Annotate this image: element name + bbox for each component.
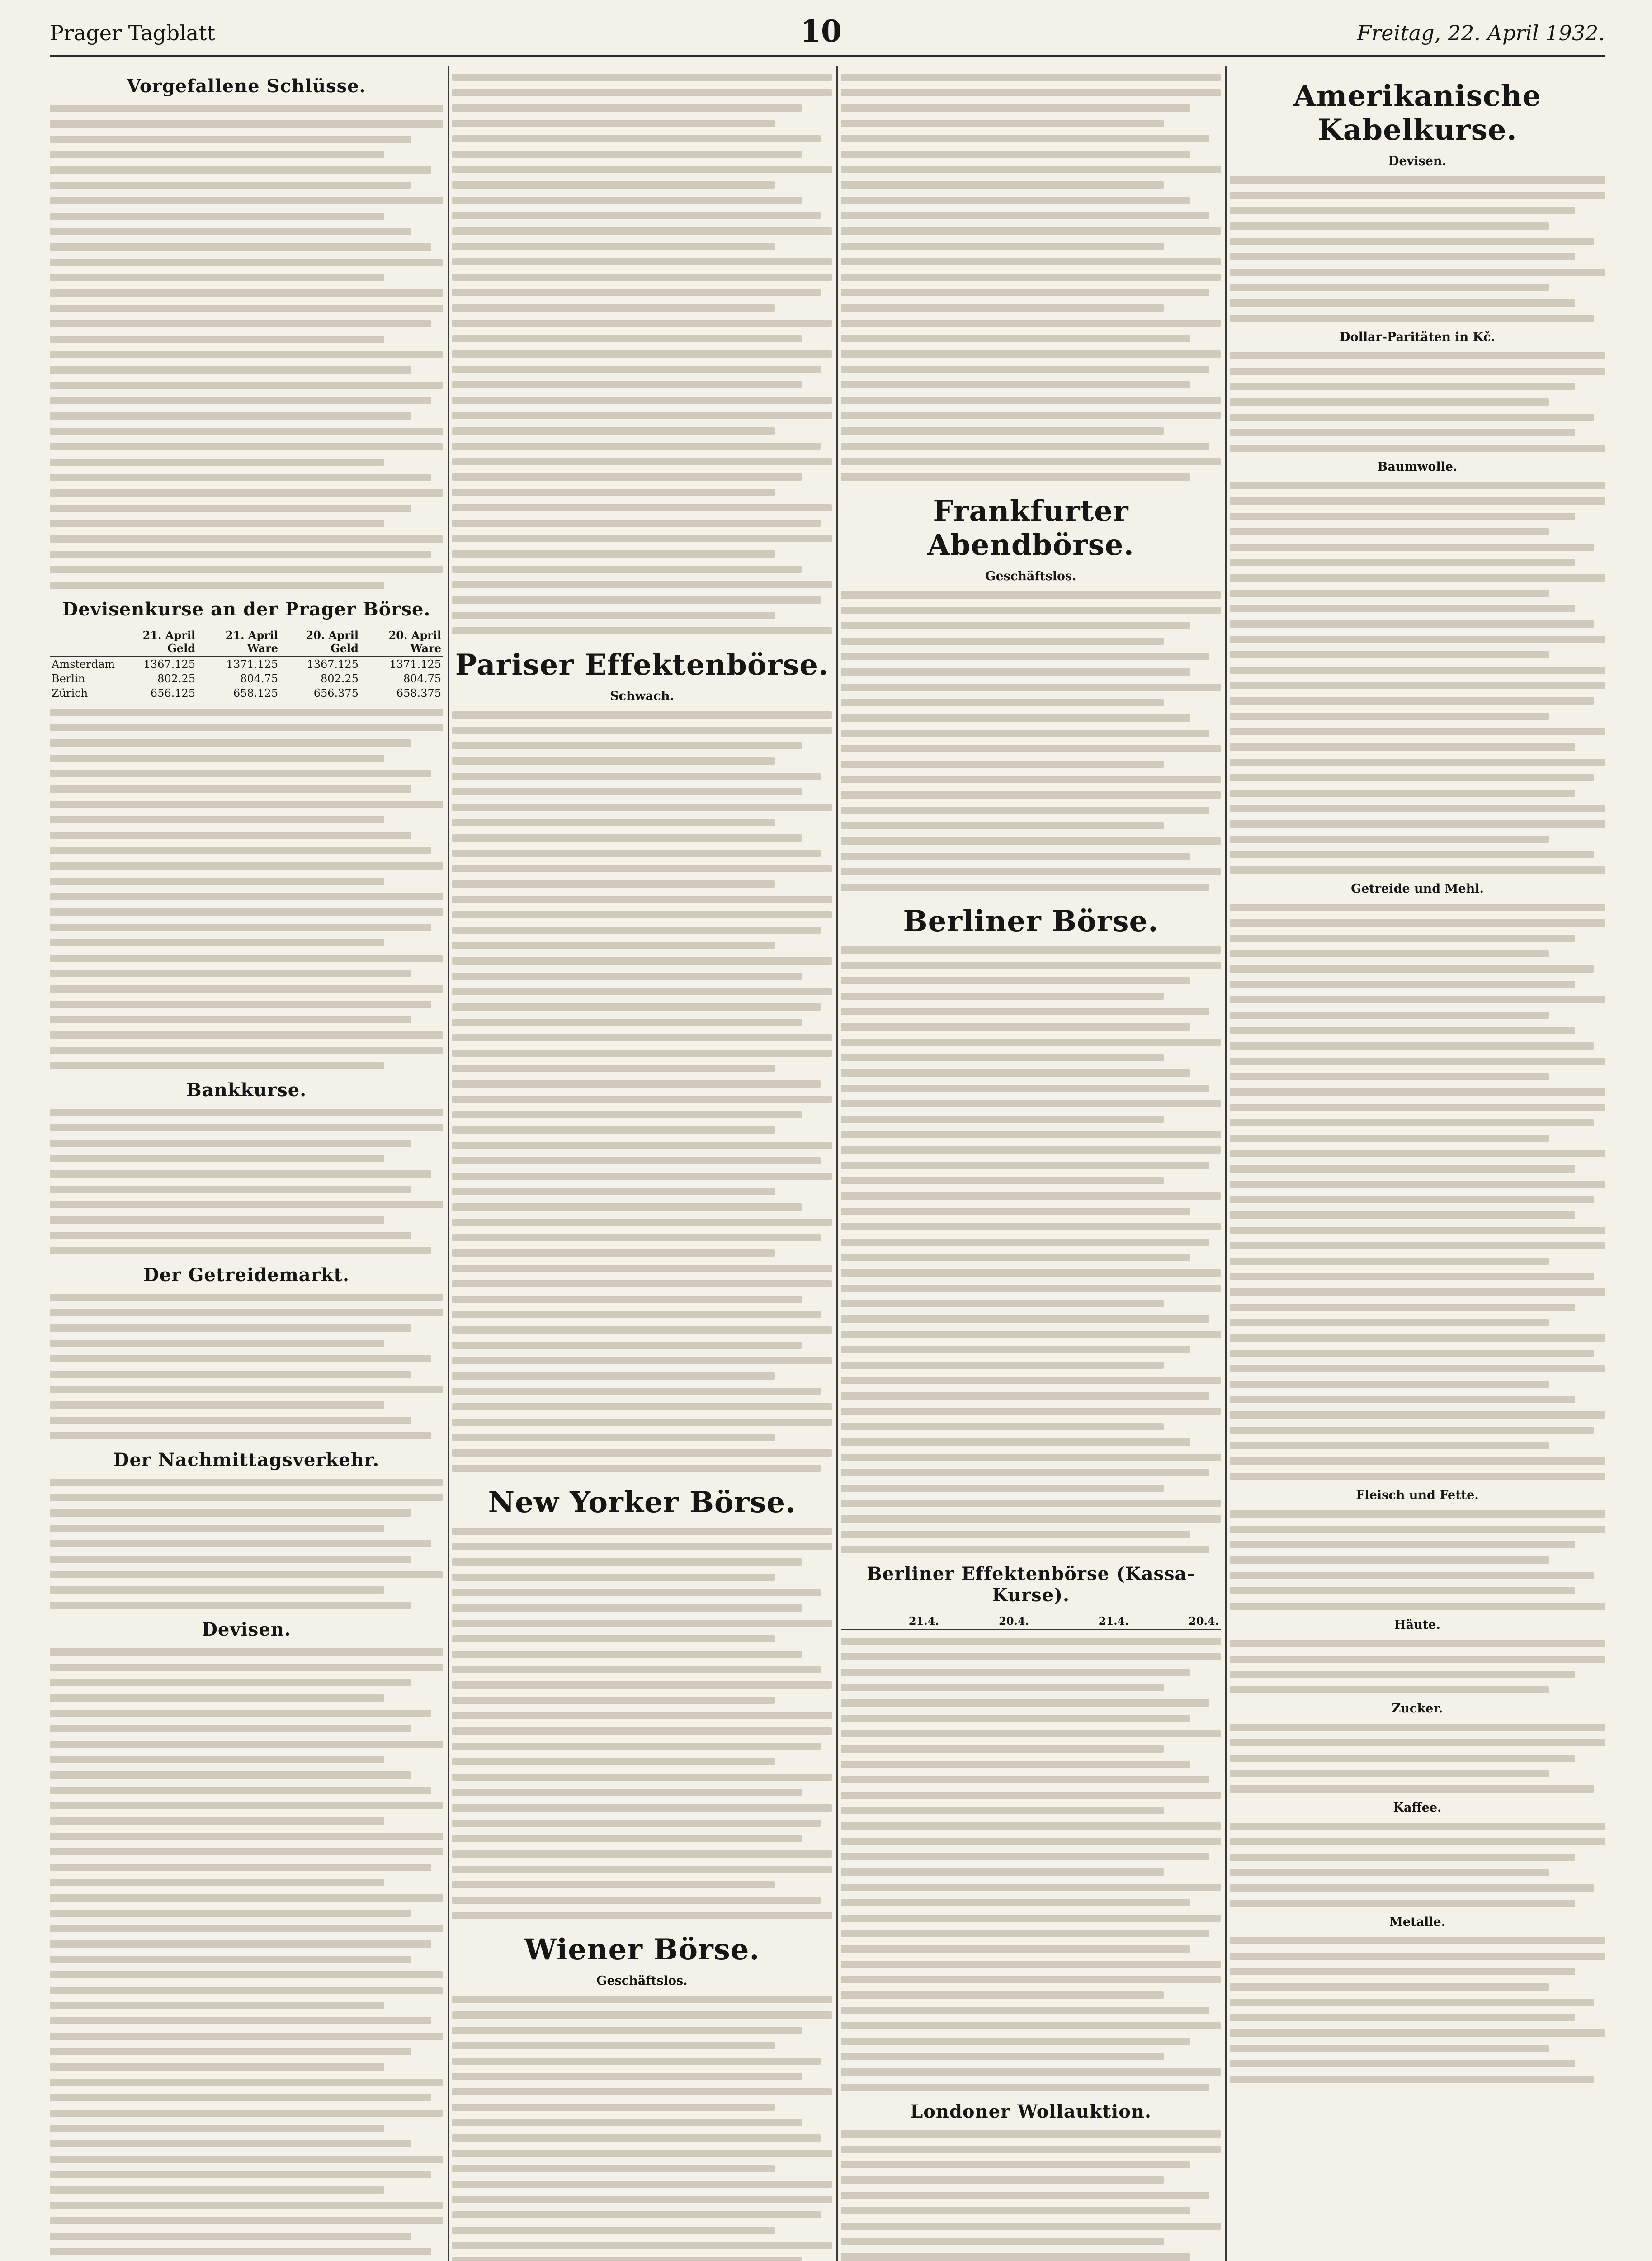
column-divider: [1225, 66, 1227, 2261]
section-subheading: Zucker.: [1392, 1702, 1443, 1716]
table-cell: 802.25: [320, 672, 359, 685]
section-heading-schluesse: Vorgefallene Schlüsse.: [127, 76, 366, 97]
table-header-cell: 20.4.: [1131, 1613, 1221, 1629]
section-subheading: Geschäftslos.: [596, 1974, 688, 1988]
illegible-text-block: [452, 1996, 832, 2261]
section-subheading: Dollar-Paritäten in Kč.: [1340, 330, 1495, 344]
illegible-text-block: [452, 711, 832, 1472]
kasse-table: [841, 1613, 1221, 1630]
table-cell: 1367.125: [307, 658, 359, 671]
illegible-text-block: [1230, 176, 1605, 322]
section-subheading: Häute.: [1394, 1618, 1440, 1632]
illegible-text-block: [50, 105, 443, 589]
illegible-text-block: [1230, 1724, 1605, 1793]
section-heading-bankkurse: Bankkurse.: [186, 1079, 307, 1101]
masthead-date: Freitag, 22. April 1932.: [1357, 21, 1605, 45]
masthead-rule: [50, 55, 1605, 57]
table-cell: Berlin: [52, 672, 85, 685]
section-heading-devisen: Devisen.: [202, 1619, 291, 1640]
column-divider: [448, 66, 449, 2261]
section-heading-berlin-kasse: Berliner Effektenbörse (Kassa-Kurse).: [866, 1563, 1195, 1606]
illegible-text-block: [1230, 904, 1605, 1480]
section-subheading: Schwach.: [610, 689, 674, 703]
table-cell: 1371.125: [389, 658, 441, 671]
section-heading-devisen-prag: Devisenkurse an der Prager Börse.: [62, 599, 431, 620]
section-heading-paris: Pariser Effektenbörse.: [455, 648, 829, 682]
table-cell: 804.75: [240, 672, 278, 685]
table-cell: 1367.125: [143, 658, 196, 671]
table-cell: 804.75: [403, 672, 441, 685]
section-heading-wien: Wiener Börse.: [524, 1933, 760, 1967]
column-4: [1230, 66, 1605, 2261]
illegible-text-block: [1230, 1823, 1605, 1907]
column-2: [452, 66, 832, 2261]
section-heading-frankfurt: Frankfurter Abendbörse.: [927, 494, 1134, 562]
table-cell: 656.375: [313, 687, 359, 700]
section-heading-kabelkurse: Amerikanische Kabelkurse.: [1293, 79, 1542, 147]
section-subheading: Getreide und Mehl.: [1351, 882, 1484, 896]
table-cell: 802.25: [157, 672, 196, 685]
table-header-cell: [841, 1613, 850, 1629]
table-header-cell: 20.4.: [941, 1613, 1031, 1629]
illegible-text-block: [1230, 482, 1605, 874]
section-heading-berlin: Berliner Börse.: [903, 904, 1159, 938]
illegible-text-block: [1230, 352, 1605, 452]
column-1: [50, 66, 443, 2261]
table-header-cell: 21.4.: [1040, 1613, 1130, 1629]
section-subheading: Geschäftslos.: [985, 569, 1076, 583]
illegible-table-block: [841, 1638, 1221, 2091]
section-subheading: Metalle.: [1389, 1915, 1446, 1929]
illegible-text-block: [841, 74, 1221, 481]
table-cell: 1371.125: [226, 658, 278, 671]
table-header-cell: 20. April Geld: [280, 627, 360, 657]
table-header-cell: 20. April Ware: [360, 627, 443, 657]
table-header-cell: 21. April Geld: [117, 627, 197, 657]
table-cell: Zürich: [52, 687, 88, 700]
section-subheading: Baumwolle.: [1377, 460, 1458, 474]
illegible-text-block: [1230, 1640, 1605, 1693]
column-3: [841, 66, 1221, 2261]
table-header-cell: 21.4.: [850, 1613, 940, 1629]
illegible-text-block: [1230, 1937, 1605, 2083]
section-heading-london: Londoner Wollauktion.: [910, 2101, 1152, 2122]
devisen-table-header: [50, 627, 443, 657]
table-cell: 658.375: [396, 687, 441, 700]
table-header-cell: [50, 627, 117, 657]
section-subheading: Fleisch und Fette.: [1356, 1488, 1479, 1502]
illegible-text-block: [841, 946, 1221, 1553]
kasse-table-header: [841, 1613, 1221, 1629]
illegible-text-block: [1230, 1510, 1605, 1610]
illegible-text-block: [50, 1648, 443, 2255]
table-row: [50, 672, 443, 686]
table-cell: Amsterdam: [52, 658, 115, 671]
section-heading-newyork: New Yorker Börse.: [488, 1485, 796, 1519]
section-heading-getreidemarkt: Der Getreidemarkt.: [143, 1264, 349, 1286]
masthead-paper-name: Prager Tagblatt: [50, 21, 216, 45]
table-cell: 656.125: [150, 687, 196, 700]
masthead: [50, 12, 1605, 52]
table-cell: 658.125: [233, 687, 278, 700]
illegible-text-block: [841, 591, 1221, 891]
illegible-text-block: [50, 1294, 443, 1439]
illegible-text-block: [452, 74, 832, 634]
illegible-text-block: [50, 709, 443, 1069]
table-header-cell: [1031, 1613, 1040, 1629]
table-row: [50, 686, 443, 700]
table-row: [50, 657, 443, 672]
section-subheading: Kaffee.: [1393, 1801, 1442, 1815]
page-number: 10: [800, 14, 842, 49]
section-heading-nachmittagsverkehr: Der Nachmittagsverkehr.: [113, 1449, 380, 1471]
illegible-text-block: [452, 1528, 832, 1919]
table-header-cell: 21. April Ware: [197, 627, 280, 657]
devisen-table: [50, 627, 443, 700]
section-subheading: Devisen.: [1388, 154, 1446, 168]
column-divider: [836, 66, 838, 2261]
illegible-text-block: [50, 1479, 443, 1609]
illegible-text-block: [50, 1109, 443, 1254]
illegible-text-block: [841, 2130, 1221, 2261]
